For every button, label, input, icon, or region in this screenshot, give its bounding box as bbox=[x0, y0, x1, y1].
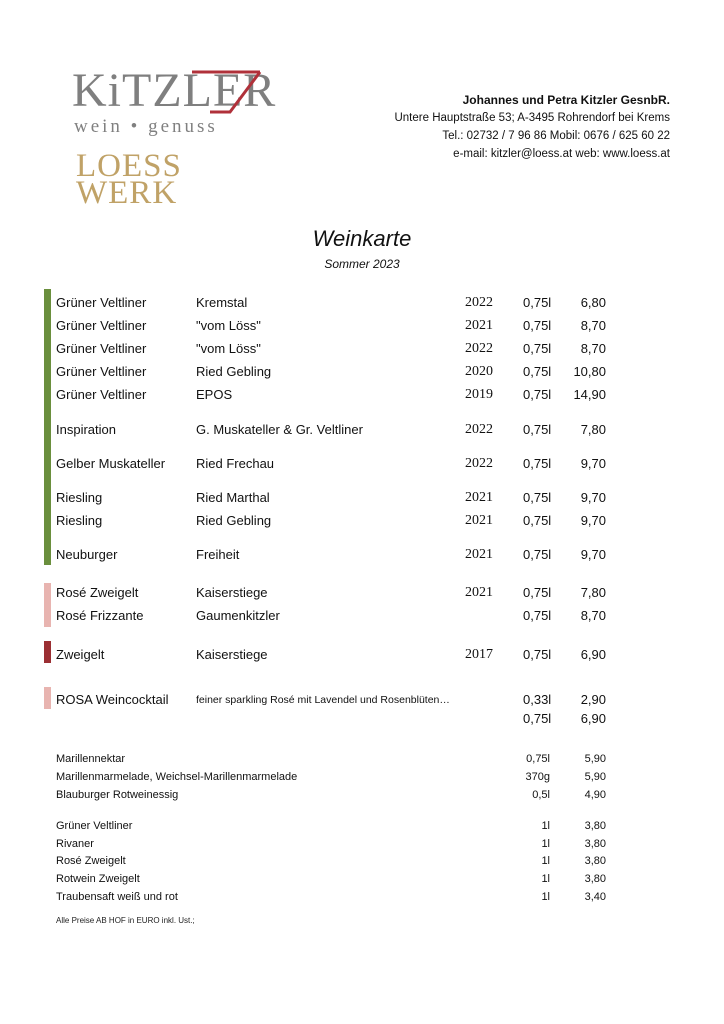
wine-description: Gaumenkitzler bbox=[196, 608, 280, 623]
wine-row bbox=[56, 420, 616, 440]
product-price: 5,90 bbox=[584, 753, 606, 765]
wine-row bbox=[56, 709, 616, 729]
product-name: Grüner Veltliner bbox=[56, 820, 133, 832]
wine-volume: 0,75l bbox=[523, 585, 552, 600]
wine-volume: 0,33l bbox=[523, 692, 552, 707]
wine-name: Grüner Veltliner bbox=[56, 341, 147, 356]
kitzler-tagline: wein • genuss bbox=[74, 116, 218, 137]
wine-price: 14,90 bbox=[573, 387, 606, 402]
wine-name: Inspiration bbox=[56, 422, 116, 437]
company-name: Johannes und Petra Kitzler GesnbR. bbox=[462, 93, 670, 107]
wine-row bbox=[56, 454, 616, 474]
wine-row bbox=[56, 293, 616, 313]
wine-vintage: 2021 bbox=[465, 318, 493, 333]
kitzler-logo bbox=[72, 64, 277, 144]
wine-price: 7,80 bbox=[580, 585, 606, 600]
wine-row bbox=[56, 583, 616, 603]
wine-volume: 0,75l bbox=[523, 341, 552, 356]
page-title: Weinkarte bbox=[312, 226, 412, 251]
product-quantity: 1l bbox=[541, 820, 550, 832]
wine-row bbox=[56, 606, 616, 626]
product-quantity: 0,75l bbox=[526, 753, 550, 765]
product-row bbox=[56, 853, 612, 870]
wine-volume: 0,75l bbox=[523, 490, 552, 505]
product-price: 3,80 bbox=[584, 873, 606, 885]
product-quantity: 1l bbox=[541, 855, 550, 867]
wine-description: feiner sparkling Rosé mit Lavendel und Rosenblüten… bbox=[196, 694, 450, 706]
wine-price: 8,70 bbox=[580, 341, 606, 356]
loess-logo-line2: WERK bbox=[76, 175, 178, 211]
wine-row bbox=[56, 690, 616, 710]
wine-name: Riesling bbox=[56, 490, 103, 505]
wine-row bbox=[56, 645, 616, 665]
wine-vintage: 2021 bbox=[465, 585, 493, 600]
product-quantity: 1l bbox=[541, 838, 550, 850]
product-name: Rotwein Zweigelt bbox=[56, 873, 140, 885]
wine-name: Grüner Veltliner bbox=[56, 364, 147, 379]
product-row bbox=[56, 769, 612, 786]
wine-row bbox=[56, 511, 616, 531]
wine-volume: 0,75l bbox=[523, 647, 552, 662]
product-price: 5,90 bbox=[584, 771, 606, 783]
wine-price: 9,70 bbox=[580, 456, 606, 471]
wine-description: Freiheit bbox=[196, 547, 240, 562]
wine-name: Grüner Veltliner bbox=[56, 387, 147, 402]
red-wine-bar bbox=[44, 641, 51, 663]
page-subtitle: Sommer 2023 bbox=[324, 257, 400, 271]
wine-volume: 0,75l bbox=[523, 608, 552, 623]
wine-price: 6,90 bbox=[580, 711, 606, 726]
wine-name: Rosé Frizzante bbox=[56, 608, 144, 623]
white-wine-bar bbox=[44, 289, 51, 565]
company-phones: Tel.: 02732 / 7 96 86 Mobil: 0676 / 625 60 22 bbox=[442, 130, 670, 142]
wine-price: 9,70 bbox=[580, 547, 606, 562]
wine-name: ROSA Weincocktail bbox=[56, 692, 169, 707]
wine-vintage: 2017 bbox=[465, 647, 493, 662]
wine-vintage: 2019 bbox=[465, 387, 493, 402]
wine-description: "vom Löss" bbox=[196, 318, 261, 333]
product-price: 3,80 bbox=[584, 820, 606, 832]
kitzler-wordmark: KiTZLER bbox=[72, 64, 277, 117]
wine-name: Zweigelt bbox=[56, 647, 105, 662]
product-price: 3,40 bbox=[584, 891, 606, 903]
wine-row bbox=[56, 339, 616, 359]
product-name: Traubensaft weiß und rot bbox=[56, 891, 178, 903]
wine-volume: 0,75l bbox=[523, 318, 552, 333]
wine-price: 10,80 bbox=[573, 364, 606, 379]
rose-wine-bar bbox=[44, 583, 51, 627]
wine-vintage: 2021 bbox=[465, 547, 493, 562]
wine-volume: 0,75l bbox=[523, 547, 552, 562]
loess-logo-line1: LOESS bbox=[76, 148, 182, 184]
wine-name: Rosé Zweigelt bbox=[56, 585, 139, 600]
product-price: 4,90 bbox=[584, 789, 606, 801]
wine-description: Ried Gebling bbox=[196, 513, 272, 528]
wine-description: Ried Frechau bbox=[196, 456, 275, 471]
product-row bbox=[56, 751, 612, 768]
product-row bbox=[56, 871, 612, 888]
wine-volume: 0,75l bbox=[523, 422, 552, 437]
wine-row bbox=[56, 488, 616, 508]
wine-vintage: 2021 bbox=[465, 513, 493, 528]
wine-name: Grüner Veltliner bbox=[56, 295, 147, 310]
wine-vintage: 2020 bbox=[465, 364, 493, 379]
wine-volume: 0,75l bbox=[523, 711, 552, 726]
product-row bbox=[56, 889, 612, 906]
product-row bbox=[56, 787, 612, 804]
product-row bbox=[56, 818, 612, 835]
z-mark-icon bbox=[190, 68, 262, 120]
product-quantity: 1l bbox=[541, 873, 550, 885]
wine-vintage: 2022 bbox=[465, 295, 493, 310]
wine-price: 6,90 bbox=[580, 647, 606, 662]
wine-volume: 0,75l bbox=[523, 364, 552, 379]
product-name: Marillenmarmelade, Weichsel-Marillenmarmelade bbox=[56, 771, 298, 783]
wine-price: 6,80 bbox=[580, 295, 606, 310]
wine-vintage: 2021 bbox=[465, 490, 493, 505]
product-quantity: 370g bbox=[525, 771, 550, 783]
product-name: Rosé Zweigelt bbox=[56, 855, 126, 867]
wine-price: 8,70 bbox=[580, 608, 606, 623]
wine-description: EPOS bbox=[196, 387, 233, 402]
wine-price: 8,70 bbox=[580, 318, 606, 333]
wine-row bbox=[56, 362, 616, 382]
product-row bbox=[56, 836, 612, 853]
wine-volume: 0,75l bbox=[523, 456, 552, 471]
wine-price: 2,90 bbox=[580, 692, 606, 707]
cocktail-bar bbox=[44, 687, 51, 709]
wine-vintage: 2022 bbox=[465, 422, 493, 437]
wine-row bbox=[56, 545, 616, 565]
wine-price: 9,70 bbox=[580, 513, 606, 528]
wine-vintage: 2022 bbox=[465, 341, 493, 356]
wine-row bbox=[56, 385, 616, 405]
wine-price: 7,80 bbox=[580, 422, 606, 437]
company-web: e-mail: kitzler@loess.at web: www.loess.at bbox=[453, 148, 670, 160]
price-footnote: Alle Preise AB HOF in EURO inkl. Ust.; bbox=[56, 916, 195, 925]
wine-name: Riesling bbox=[56, 513, 103, 528]
wine-description: G. Muskateller & Gr. Veltliner bbox=[196, 422, 363, 437]
wine-description: Ried Marthal bbox=[196, 490, 270, 505]
product-name: Blauburger Rotweinessig bbox=[56, 789, 179, 801]
wine-description: Kremstal bbox=[196, 295, 248, 310]
wine-description: Kaiserstiege bbox=[196, 585, 268, 600]
wine-row bbox=[56, 316, 616, 336]
wine-name: Neuburger bbox=[56, 547, 118, 562]
wine-name: Grüner Veltliner bbox=[56, 318, 147, 333]
wine-volume: 0,75l bbox=[523, 513, 552, 528]
wine-description: "vom Löss" bbox=[196, 341, 261, 356]
wine-description: Ried Gebling bbox=[196, 364, 272, 379]
product-quantity: 1l bbox=[541, 891, 550, 903]
product-price: 3,80 bbox=[584, 838, 606, 850]
product-name: Marillennektar bbox=[56, 753, 126, 765]
product-name: Rivaner bbox=[56, 838, 94, 850]
wine-volume: 0,75l bbox=[523, 387, 552, 402]
product-price: 3,80 bbox=[584, 855, 606, 867]
wine-price: 9,70 bbox=[580, 490, 606, 505]
company-address: Untere Hauptstraße 53; A-3495 Rohrendorf bei Krems bbox=[394, 112, 670, 124]
product-quantity: 0,5l bbox=[532, 789, 550, 801]
wine-name: Gelber Muskateller bbox=[56, 456, 166, 471]
wine-vintage: 2022 bbox=[465, 456, 493, 471]
wine-volume: 0,75l bbox=[523, 295, 552, 310]
wine-description: Kaiserstiege bbox=[196, 647, 268, 662]
loess-werk-logo bbox=[76, 150, 196, 212]
